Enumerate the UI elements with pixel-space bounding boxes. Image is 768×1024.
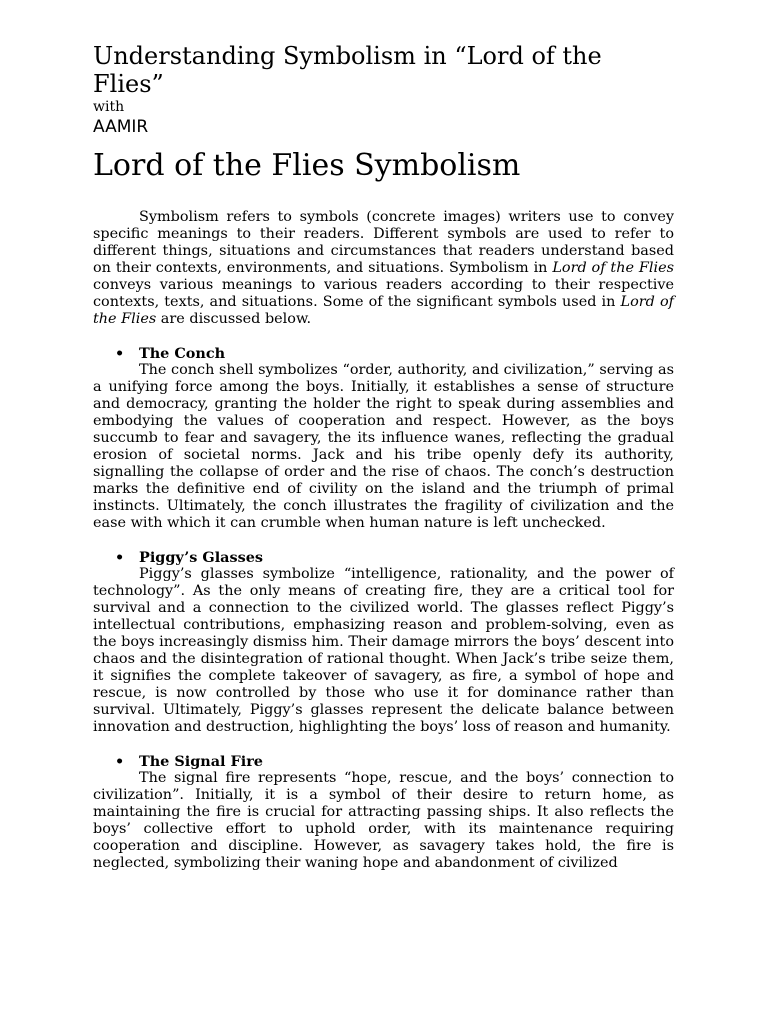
section-title: The Conch <box>139 344 226 362</box>
section-title: The Signal Fire <box>139 752 263 770</box>
bullet-icon: • <box>115 752 125 770</box>
section-body: The signal fire represents “hope, rescue, and the boys’ connection to civilization”. Initially, it is a symbol of their desire to return home, as maintaining the fire is crucial for attracting passing ships. It also reflects the boys’ collective effort to uphold order, with its maintenance requiring cooperation and discipline. However, as savagery takes hold, the fire is neglected, symbolizing their waning hope and abandonment of civilized <box>93 769 674 871</box>
section-heading <box>93 753 674 770</box>
main-heading: Lord of the Flies Symbolism <box>93 148 521 183</box>
bullet-icon: • <box>115 548 125 566</box>
section-signal-fire <box>93 753 674 872</box>
intro-paragraph <box>93 209 674 328</box>
document-page <box>93 42 674 872</box>
intro-italic-title-1: Lord of the Flies <box>552 259 674 276</box>
document-title: Understanding Symbolism in “Lord of the Flies” <box>93 42 602 98</box>
intro-text-1: Symbolism refers to symbols (concrete images) writers use to convey specific meanings to their readers. Different symbols are used to refer to different things, situations and circumstances that readers understand based on their contexts, environments, and situations. Symbolism in <box>93 208 674 276</box>
section-piggys-glasses <box>93 549 674 736</box>
bullet-icon: • <box>115 344 125 362</box>
section-heading <box>93 345 674 362</box>
intro-text-3: are discussed below. <box>156 310 312 327</box>
intro-italic-title-2: Lord of the Flies <box>93 293 674 327</box>
with-label: with <box>93 99 125 115</box>
section-conch <box>93 345 674 532</box>
intro-text-2: conveys various meanings to various readers according to their respective contexts, texts, and situations. Some of the significant symbols used in <box>93 276 674 310</box>
author-name: AAMIR <box>93 117 149 137</box>
section-body: The conch shell symbolizes “order, authority, and civilization,” serving as a unifying force among the boys. Initially, it establishes a sense of structure and democracy, granting the holder the right to speak during assemblies and embodying the values of cooperation and respect. However, as the boys succumb to fear and savagery, the its influence wanes, reflecting the gradual erosion of societal norms. Jack and his tribe openly defy its authority, signalling the collapse of order and the rise of chaos. The conch’s destruction marks the definitive end of civility on the island and the triumph of primal instincts. Ultimately, the conch illustrates the fragility of civilization and the ease with which it can crumble when human nature is left unchecked. <box>93 361 674 531</box>
section-body: Piggy’s glasses symbolize “intelligence, rationality, and the power of technology”. As the only means of creating fire, they are a critical tool for survival and a connection to the civilized world. The glasses reflect Piggy’s intellectual contributions, emphasizing reason and problem-solving, even as the boys increasingly dismiss him. Their damage mirrors the boys’ descent into chaos and the disintegration of rational thought. When Jack’s tribe seize them, it signifies the complete takeover of savagery, as fire, a symbol of hope and rescue, is now controlled by those who use it for dominance rather than survival. Ultimately, Piggy’s glasses represent the delicate balance between innovation and destruction, highlighting the boys’ loss of reason and humanity. <box>93 565 674 735</box>
section-title: Piggy’s Glasses <box>139 548 263 566</box>
section-heading <box>93 549 674 566</box>
